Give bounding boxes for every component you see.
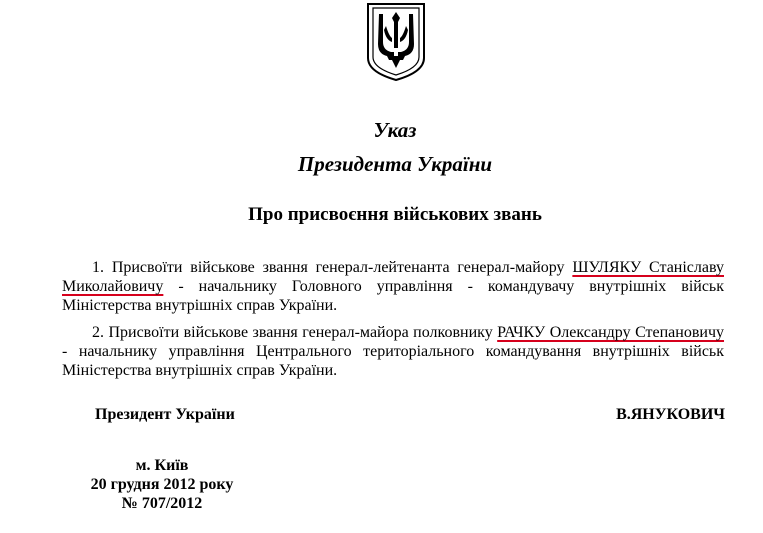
signatory-title: Президент України	[95, 406, 235, 423]
decree-city: м. Київ	[135, 457, 189, 474]
ukraine-trident-emblem-icon	[365, 2, 427, 82]
decree-number: № 707/2012	[121, 495, 203, 512]
signatory-name: В.ЯНУКОВИЧ	[616, 406, 725, 423]
item-2-position: - начальнику управління Центрального територіального командування внутрішніх військ Міністерства внутрішніх справ України.	[62, 343, 724, 379]
decree-place-date-block	[62, 456, 262, 513]
item-2-person-name: РАЧКУ Олександру Степановичу	[497, 324, 725, 341]
decree-item-1	[62, 258, 724, 315]
decree-issuer: Президента України	[297, 152, 493, 176]
item-2-text: 2. Присвоїти військове звання генерал-майора полковнику	[92, 324, 498, 341]
item-1-position: - начальнику Головного управління - командувачу внутрішніх військ Міністерства внутрішніх справ України.	[62, 278, 724, 314]
decree-date: 20 грудня 2012 року	[90, 476, 234, 493]
decree-subject: Про присвоєння військових звань	[248, 204, 542, 225]
decree-item-2	[62, 323, 724, 380]
decree-title: Указ	[373, 118, 417, 142]
item-1-text: 1. Присвоїти військове звання генерал-лейтенанта генерал-майору	[92, 259, 573, 276]
item-1-person-name: ШУЛЯКУ Станіславу Миколайовичу	[62, 259, 724, 295]
